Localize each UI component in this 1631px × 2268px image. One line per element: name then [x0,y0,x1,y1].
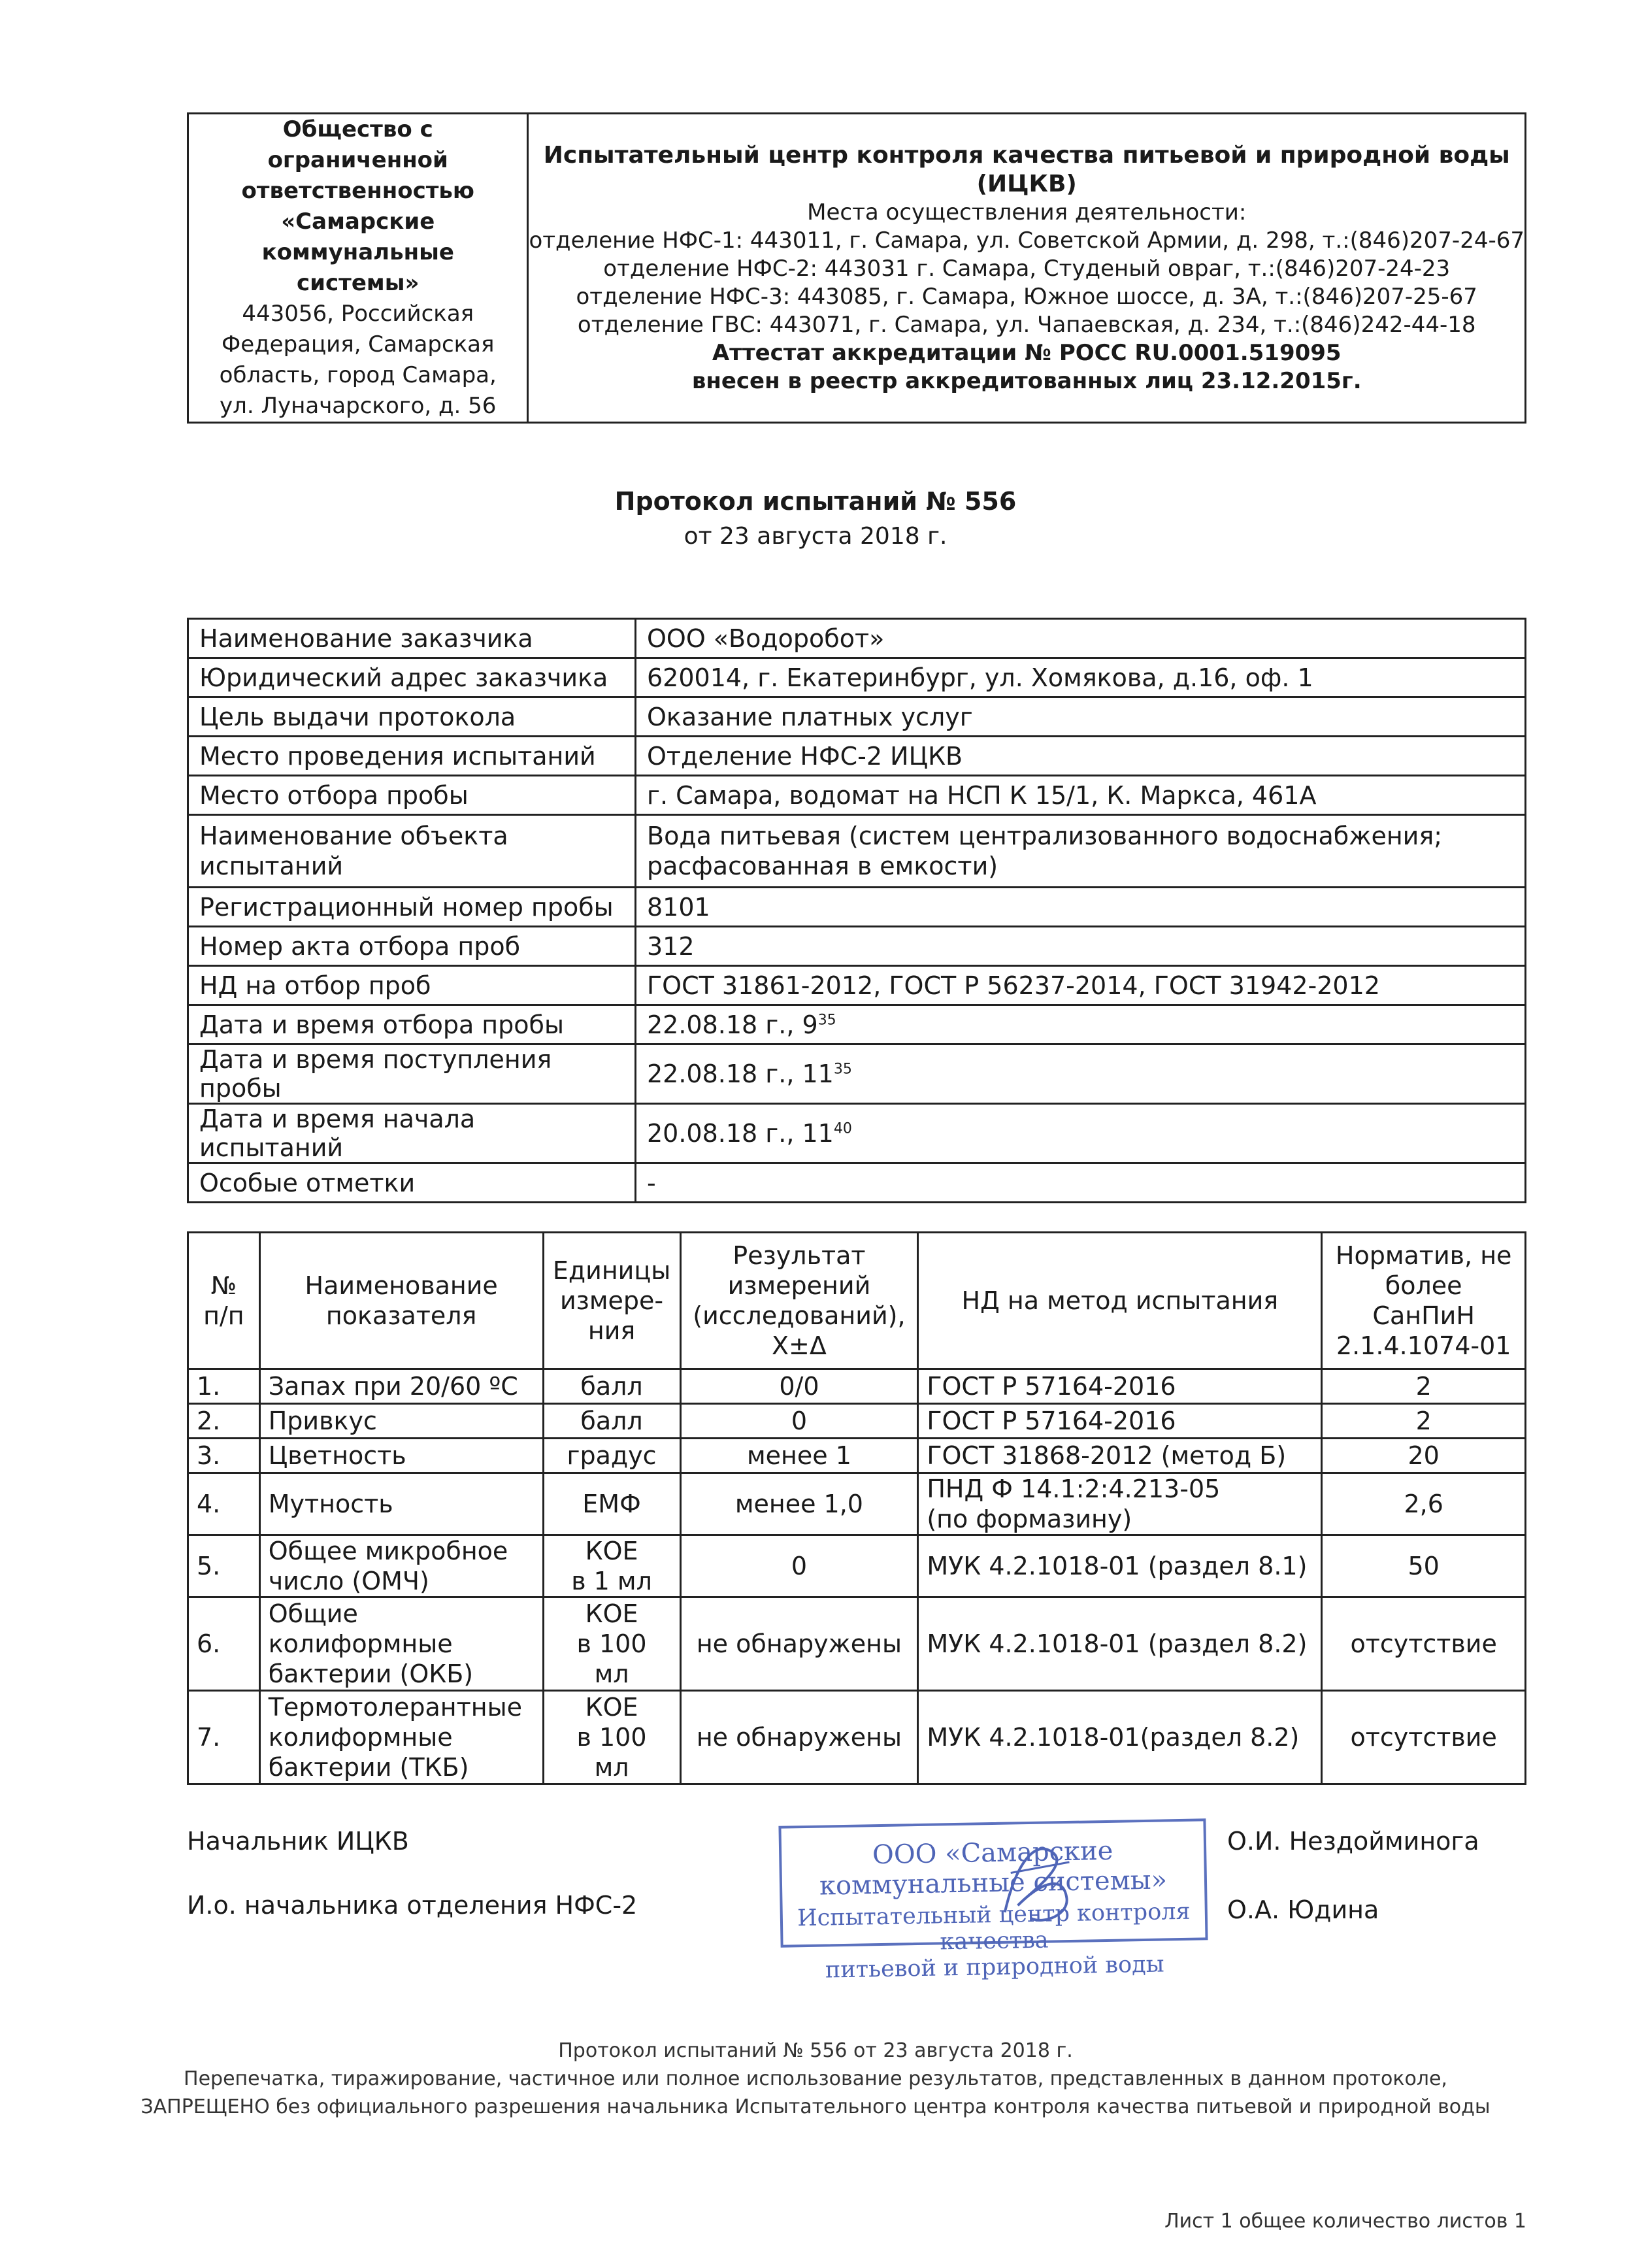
row-number: 2. [188,1404,260,1439]
col-header-line: измерений [727,1271,871,1300]
info-key: Регистрационный номер пробы [188,888,636,927]
dept-head-name: О.А. Юдина [1227,1895,1379,1924]
row-number: 7. [188,1691,260,1784]
info-row [188,737,1526,776]
time-minutes: 35 [817,1011,836,1028]
head-name: О.И. Нездойминога [1227,1827,1479,1856]
info-row [188,1104,1526,1163]
info-value-line: расфасованная в емкости) [647,852,998,880]
col-header-line: Норматив, не [1335,1241,1512,1270]
info-key: Номер акта отбора проб [188,927,636,966]
test-method [918,1597,1322,1691]
measured-result: 0/0 [680,1369,918,1404]
unit-line: КОЕ [585,1599,638,1628]
unit [543,1473,680,1535]
department-line: отделение НФС-1: 443011, г. Самара, ул. Советской Армии, д. 298, т.:(846)207-24-67 [529,227,1524,254]
test-method-line: ГОСТ 31868-2012 (метод Б) [927,1441,1287,1470]
test-method-line: МУК 4.2.1018-01(раздел 8.2) [927,1723,1300,1752]
col-header-norm [1322,1233,1526,1369]
info-value [636,888,1526,927]
info-value-text: Оказание платных услуг [647,702,973,731]
results-header-row [188,1233,1526,1369]
unit-line: мл [594,1659,629,1688]
registry-note: внесен в реестр аккредитованных лиц 23.12.2015г. [691,367,1362,394]
head-title: Начальник ИЦКВ [187,1827,409,1856]
lab-title [529,141,1524,199]
measured-result: менее 1 [680,1439,918,1473]
col-header-line: 2.1.4.1074-01 [1336,1331,1511,1360]
info-key: Дата и время поступления пробы [188,1044,636,1104]
col-header-line: ния [587,1316,636,1345]
indicator-name-line: колиформные [268,1629,453,1658]
places-label: Места осуществления деятельности: [807,199,1247,225]
org-address-line: область, город Самара, [219,362,497,388]
unit [543,1369,680,1404]
info-value [636,619,1526,658]
norm-value: 20 [1322,1439,1526,1473]
results-table [187,1231,1526,1785]
time-minutes: 40 [833,1120,852,1137]
lab-info-cell [528,114,1526,423]
test-method [918,1369,1322,1404]
unit-line: в 100 [576,1629,647,1658]
info-key: Наименование заказчика [188,619,636,658]
department-line: отделение НФС-2: 443031 г. Самара, Студеный овраг, т.:(846)207-24-23 [603,255,1451,282]
stamp-line-1: ООО «Самарские коммунальные системы» [819,1835,1168,1901]
org-name-line: коммунальные [261,239,454,265]
info-value [636,1163,1526,1203]
norm-value: 2 [1322,1404,1526,1439]
info-value [636,737,1526,776]
info-row [188,888,1526,927]
info-value-text: Отделение НФС-2 ИЦКВ [647,741,963,771]
result-row [188,1473,1526,1535]
lab-title-line: Испытательный центр контроля качества питьевой и природной воды [543,141,1510,169]
dept-head-title: И.о. начальника отделения НФС-2 [187,1891,638,1920]
row-number: 5. [188,1535,260,1597]
org-name [189,114,527,299]
org-address-line: 443056, Российская [242,301,474,327]
info-value [636,927,1526,966]
lab-title-line: (ИЦКВ) [976,170,1077,197]
indicator-name-line: бактерии (ОКБ) [268,1659,474,1688]
col-header-method [918,1233,1322,1369]
info-key: Юридический адрес заказчика [188,658,636,697]
unit-line: ЕМФ [582,1490,641,1518]
info-key: Дата и время начала испытаний [188,1104,636,1163]
info-value-line: Вода питьевая (систем централизованного водоснабжения; [647,822,1443,850]
info-value [636,1104,1526,1163]
test-method [918,1439,1322,1473]
info-value-text: 620014, г. Екатеринбург, ул. Хомякова, д.16, оф. 1 [647,663,1313,692]
info-value [636,658,1526,697]
info-value-text: 8101 [647,892,710,922]
indicator-name [259,1404,543,1439]
info-row [188,1005,1526,1044]
info-value-text: 20.08.18 г., 11 [647,1119,834,1148]
unit-line: в 1 мл [571,1567,652,1595]
col-header-line: п/п [203,1301,244,1330]
norm-value: 50 [1322,1535,1526,1597]
org-address-line: Федерация, Самарская [221,331,495,358]
time-minutes: 35 [833,1061,852,1078]
measured-result: не обнаружены [680,1691,918,1784]
info-key: Дата и время отбора пробы [188,1005,636,1044]
indicator-name-line: Запах при 20/60 ºС [268,1372,518,1401]
indicator-name-line: Мутность [268,1490,393,1518]
result-row [188,1369,1526,1404]
result-row [188,1597,1526,1691]
test-method [918,1535,1322,1597]
sample-info-table [187,618,1526,1203]
col-header-line: Х±Δ [771,1331,827,1360]
info-key: Цель выдачи протокола [188,697,636,737]
indicator-name [259,1691,543,1784]
unit [543,1597,680,1691]
row-number: 1. [188,1369,260,1404]
org-name-line: «Самарские [281,208,435,235]
department-line: отделение НФС-3: 443085, г. Самара, Южное шоссе, д. 3А, т.:(846)207-25-67 [576,283,1477,310]
info-value [636,776,1526,815]
info-row [188,776,1526,815]
info-value [636,1044,1526,1104]
result-row [188,1404,1526,1439]
org-name-line: ограниченной [267,147,448,173]
protocol-date: от 23 августа 2018 г. [684,523,947,550]
result-row [188,1691,1526,1784]
info-key: Особые отметки [188,1163,636,1203]
indicator-name-line: Общее микробное [268,1537,508,1565]
info-key-line: Наименование объекта [199,822,508,850]
info-value [636,966,1526,1005]
info-row [188,966,1526,1005]
test-method-line: (по формазину) [927,1505,1132,1533]
sheet-count: Лист 1 общее количество листов 1 [1164,2210,1526,2233]
col-header-units [543,1233,680,1369]
col-header-line: более [1385,1271,1462,1300]
info-value [636,1005,1526,1044]
test-method-line: МУК 4.2.1018-01 (раздел 8.1) [927,1552,1308,1580]
unit-line: в 100 [576,1723,647,1752]
department-line: отделение ГВС: 443071, г. Самара, ул. Чапаевская, д. 234, т.:(846)242-44-18 [577,311,1476,338]
info-key: Место отбора пробы [188,776,636,815]
unit-line: балл [580,1372,643,1401]
indicator-name-line: Общие [268,1599,358,1628]
col-header-number [188,1233,260,1369]
unit [543,1535,680,1597]
stamp-line-3: питьевой и природной воды [825,1951,1164,1984]
norm-value: отсутствие [1322,1691,1526,1784]
measured-result: менее 1,0 [680,1473,918,1535]
info-value-text: 22.08.18 г., 9 [647,1010,818,1039]
col-header-line: измере- [559,1286,664,1315]
result-row [188,1439,1526,1473]
test-method [918,1473,1322,1535]
info-value-text: г. Самара, водомат на НСП К 15/1, К. Маркса, 461А [647,780,1317,810]
info-row [188,815,1526,888]
row-number: 4. [188,1473,260,1535]
org-name-line: Общество с [282,116,433,142]
indicator-name-line: Привкус [268,1407,377,1435]
footer-protocol-ref: Протокол испытаний № 556 от 23 августа 2018 г. [558,2039,1073,2062]
info-row [188,697,1526,737]
result-row [188,1535,1526,1597]
indicator-name-line: Термотолерантные [268,1693,523,1722]
info-row [188,927,1526,966]
indicator-name-line: колиформные [268,1723,453,1752]
info-value [636,815,1526,888]
org-name-line: системы» [297,270,420,296]
organization-cell [188,114,528,423]
header-table [187,112,1526,424]
info-key: НД на отбор проб [188,966,636,1005]
org-address-line: ул. Луначарского, д. 56 [220,393,497,419]
measured-result: 0 [680,1404,918,1439]
info-value-text: - [647,1168,656,1197]
footer-notice-2: ЗАПРЕЩЕНО без официального разрешения начальника Испытательного центра контроля качества питьевой и природной воды [140,2095,1491,2118]
col-header-line: (исследований), [693,1301,906,1330]
indicator-name-line: Цветность [268,1441,406,1470]
info-value [636,697,1526,737]
col-header-result [680,1233,918,1369]
department-list [529,227,1524,339]
measured-result: не обнаружены [680,1597,918,1691]
unit-line: градус [567,1441,657,1470]
organization-stamp [778,1818,1208,1984]
org-address [189,299,527,422]
col-header-line: Наименование [305,1271,498,1300]
col-header-line: показателя [325,1301,477,1330]
norm-value: 2,6 [1322,1473,1526,1535]
col-header-line: НД на метод испытания [961,1286,1279,1315]
org-name-line: ответственностью [241,178,474,204]
norm-value: отсутствие [1322,1597,1526,1691]
unit-line: КОЕ [585,1693,638,1722]
info-value-text: 312 [647,931,695,961]
test-method-line: ПНД Ф 14.1:2:4.213-05 [927,1475,1221,1503]
info-key: Место проведения испытаний [188,737,636,776]
norm-value: 2 [1322,1369,1526,1404]
unit [543,1439,680,1473]
row-number: 3. [188,1439,260,1473]
unit-line: балл [580,1407,643,1435]
indicator-name [259,1535,543,1597]
test-method-line: ГОСТ Р 57164-2016 [927,1407,1176,1435]
stamp-line-2: Испытательный центр контроля качества [797,1898,1191,1956]
col-header-line: Результат [733,1241,866,1270]
info-row [188,658,1526,697]
stamp-signature-mark [991,1833,1078,1932]
info-key [188,815,636,888]
info-value-text: ООО «Водоробот» [647,624,885,653]
col-header-line: № [210,1271,237,1300]
info-value-text: ГОСТ 31861-2012, ГОСТ Р 56237-2014, ГОСТ 31942-2012 [647,971,1380,1000]
indicator-name-line: бактерии (ТКБ) [268,1753,469,1782]
indicator-name [259,1369,543,1404]
test-method-line: ГОСТ Р 57164-2016 [927,1372,1176,1401]
indicator-name [259,1597,543,1691]
info-value-text: 22.08.18 г., 11 [647,1059,834,1088]
col-header-line: Единицы [552,1256,671,1285]
indicator-name-line: число (ОМЧ) [268,1567,429,1595]
info-row [188,1044,1526,1104]
test-method [918,1691,1322,1784]
unit-line: мл [594,1753,629,1782]
unit [543,1404,680,1439]
col-header-line: СанПиН [1372,1301,1475,1330]
row-number: 6. [188,1597,260,1691]
info-row [188,1163,1526,1203]
indicator-name [259,1439,543,1473]
test-method-line: МУК 4.2.1018-01 (раздел 8.2) [927,1629,1308,1658]
indicator-name [259,1473,543,1535]
protocol-title: Протокол испытаний № 556 [614,487,1017,516]
col-header-indicator [259,1233,543,1369]
unit-line: КОЕ [585,1537,638,1565]
accreditation: Аттестат аккредитации № РОСС RU.0001.519095 [712,339,1342,366]
footer-notice-1: Перепечатка, тиражирование, частичное или полное использование результатов, представленных в данном протоколе, [184,2067,1447,2090]
unit [543,1691,680,1784]
info-row [188,619,1526,658]
measured-result: 0 [680,1535,918,1597]
info-key-line: испытаний [199,852,344,880]
test-method [918,1404,1322,1439]
